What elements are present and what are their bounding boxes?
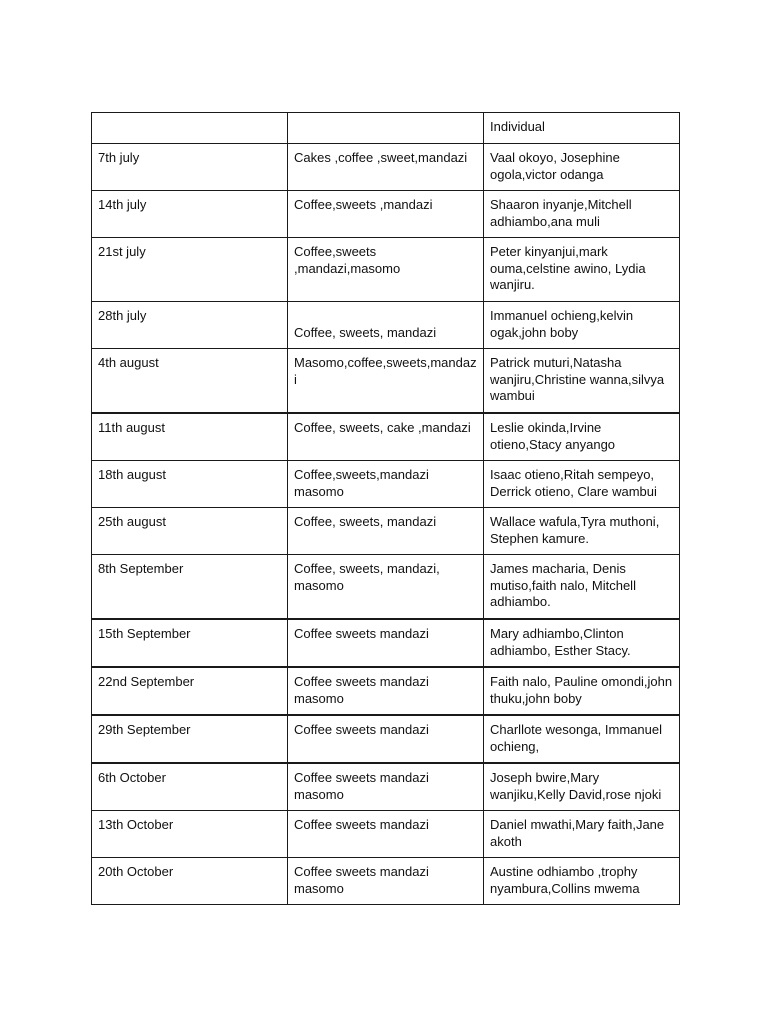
table-row xyxy=(92,555,680,620)
table-row xyxy=(92,619,680,667)
date-cell: 29th September xyxy=(92,715,288,763)
individuals-cell: James macharia, Denis mutiso,faith nalo, Mitchell adhiambo. xyxy=(484,555,680,620)
table-row xyxy=(92,508,680,555)
individuals-cell: Patrick muturi,Natasha wanjiru,Christine wanna,silvya wambui xyxy=(484,349,680,414)
individuals-cell: Faith nalo, Pauline omondi,john thuku,john boby xyxy=(484,667,680,715)
table-row xyxy=(92,667,680,715)
individuals-cell: Vaal okoyo, Josephine ogola,victor odanga xyxy=(484,144,680,191)
table-header-row xyxy=(92,113,680,144)
items-cell: Coffee,sweets ,mandazi,masomo xyxy=(288,238,484,302)
date-cell: 22nd September xyxy=(92,667,288,715)
items-cell xyxy=(288,302,484,349)
table-row xyxy=(92,144,680,191)
individuals-cell: Leslie okinda,Irvine otieno,Stacy anyango xyxy=(484,413,680,461)
date-cell: 11th august xyxy=(92,413,288,461)
individuals-cell: Austine odhiambo ,trophy nyambura,Collins mwema xyxy=(484,858,680,905)
date-cell: 21st july xyxy=(92,238,288,302)
date-cell: 6th October xyxy=(92,763,288,811)
blank-line xyxy=(294,308,477,325)
date-cell: 28th july xyxy=(92,302,288,349)
table-row xyxy=(92,715,680,763)
table-row xyxy=(92,349,680,414)
date-cell: 4th august xyxy=(92,349,288,414)
date-cell: 18th august xyxy=(92,461,288,508)
table-row xyxy=(92,763,680,811)
date-cell: 20th October xyxy=(92,858,288,905)
items-cell: Coffee, sweets, mandazi, masomo xyxy=(288,555,484,620)
date-cell: 14th july xyxy=(92,191,288,238)
items-cell: Coffee,sweets,mandazi masomo xyxy=(288,461,484,508)
date-cell: 8th September xyxy=(92,555,288,620)
header-cell-individual: Individual xyxy=(484,113,680,144)
table-row xyxy=(92,238,680,302)
table-row xyxy=(92,413,680,461)
header-cell-items xyxy=(288,113,484,144)
date-cell: 15th September xyxy=(92,619,288,667)
table-row xyxy=(92,461,680,508)
items-cell: Coffee, sweets, mandazi xyxy=(288,508,484,555)
items-cell: Coffee,sweets ,mandazi xyxy=(288,191,484,238)
items-text: Coffee, sweets, mandazi xyxy=(294,324,437,340)
date-cell: 7th july xyxy=(92,144,288,191)
individuals-cell: Isaac otieno,Ritah sempeyo, Derrick otieno, Clare wambui xyxy=(484,461,680,508)
individuals-cell: Joseph bwire,Mary wanjiku,Kelly David,rose njoki xyxy=(484,763,680,811)
items-cell: Coffee sweets mandazi masomo xyxy=(288,667,484,715)
individuals-cell: Wallace wafula,Tyra muthoni, Stephen kamure. xyxy=(484,508,680,555)
table-row xyxy=(92,858,680,905)
header-cell-date xyxy=(92,113,288,144)
individuals-cell: Mary adhiambo,Clinton adhiambo, Esther Stacy. xyxy=(484,619,680,667)
items-cell: Coffee, sweets, cake ,mandazi xyxy=(288,413,484,461)
individuals-cell: Peter kinyanjui,mark ouma,celstine awino, Lydia wanjiru. xyxy=(484,238,680,302)
items-cell: Coffee sweets mandazi masomo xyxy=(288,763,484,811)
table-row xyxy=(92,811,680,858)
items-cell: Coffee sweets mandazi xyxy=(288,715,484,763)
items-cell: Coffee sweets mandazi xyxy=(288,811,484,858)
individuals-cell: Charllote wesonga, Immanuel ochieng, xyxy=(484,715,680,763)
schedule-table xyxy=(91,112,680,905)
individuals-cell: Shaaron inyanje,Mitchell adhiambo,ana muli xyxy=(484,191,680,238)
items-cell: Cakes ,coffee ,sweet,mandazi xyxy=(288,144,484,191)
table-row xyxy=(92,191,680,238)
items-cell: Coffee sweets mandazi xyxy=(288,619,484,667)
date-cell: 13th October xyxy=(92,811,288,858)
date-cell: 25th august xyxy=(92,508,288,555)
items-cell: Coffee sweets mandazi masomo xyxy=(288,858,484,905)
individuals-cell: Immanuel ochieng,kelvin ogak,john boby xyxy=(484,302,680,349)
individuals-cell: Daniel mwathi,Mary faith,Jane akoth xyxy=(484,811,680,858)
table-row xyxy=(92,302,680,349)
items-cell: Masomo,coffee,sweets,mandazi xyxy=(288,349,484,414)
